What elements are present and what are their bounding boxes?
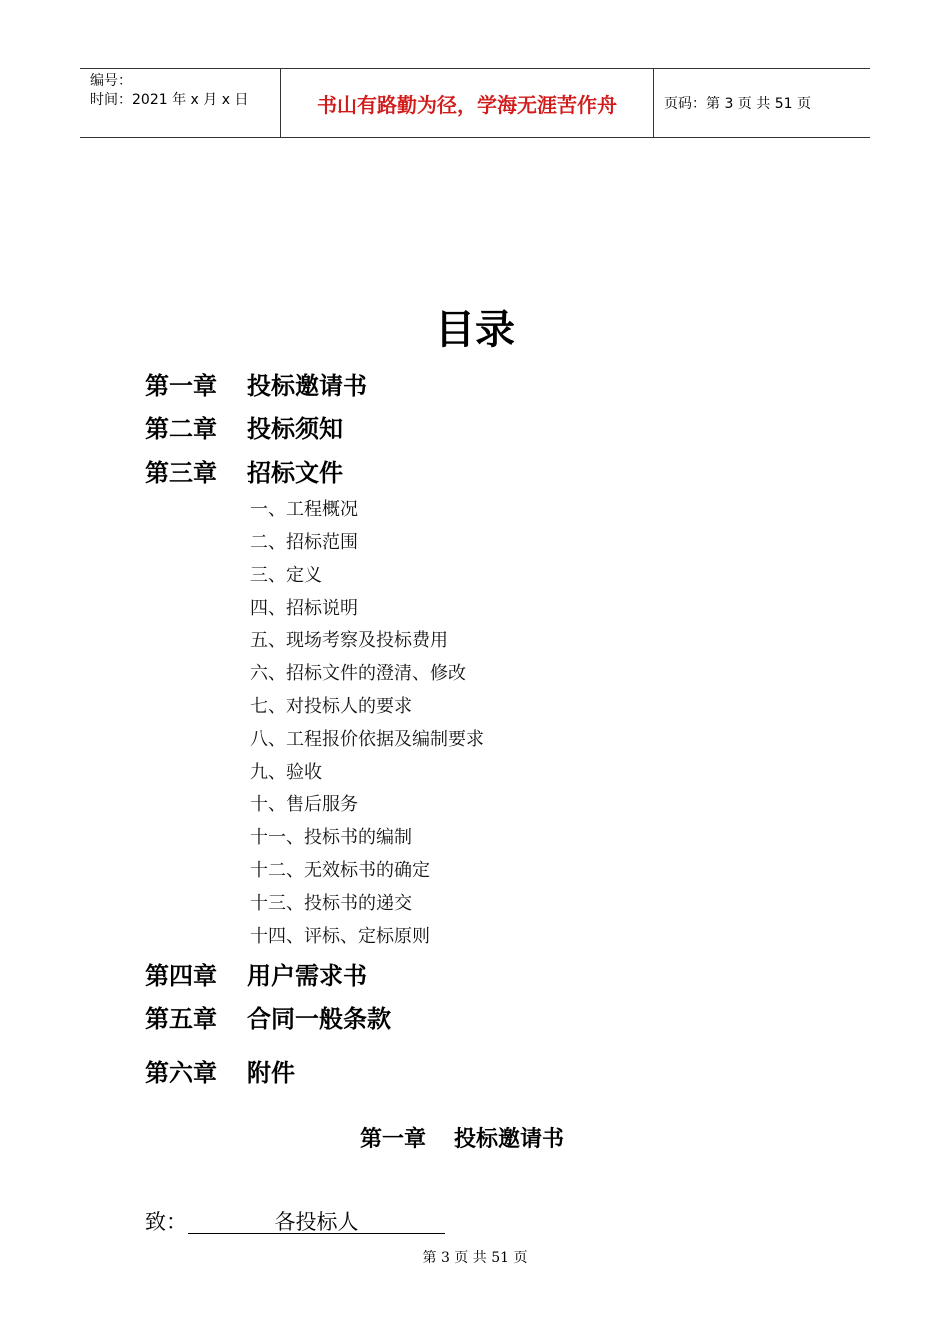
toc-chapter-3[interactable]: [145, 453, 343, 488]
addressee-line: [145, 1206, 359, 1236]
document-time-label: 时间：2021 年 x 月 x 日: [90, 92, 249, 108]
header-motto-cell: [281, 69, 654, 137]
toc-subitem[interactable]: 五、现场考察及投标费用: [250, 630, 448, 651]
chapter-name: 投标邀请书: [247, 372, 367, 400]
toc-subitem[interactable]: 十一、投标书的编制: [250, 827, 412, 848]
toc-chapter-2[interactable]: [145, 409, 343, 444]
section-title: [360, 1122, 564, 1153]
toc-subitem[interactable]: 十、售后服务: [250, 794, 358, 815]
header-motto: 书山有路勤为径，学海无涯苦作舟: [317, 92, 617, 117]
chapter-name: 投标须知: [247, 415, 343, 443]
header-meta: [80, 69, 281, 137]
toc-subitem[interactable]: 十三、投标书的递交: [250, 893, 412, 914]
section-number: 第一章: [360, 1127, 427, 1152]
toc-subitem[interactable]: 一、工程概况: [250, 499, 358, 520]
toc-chapter-6[interactable]: [145, 1053, 295, 1088]
chapter-number: 第五章: [145, 1005, 217, 1033]
addressee-value: 各投标人: [188, 1206, 445, 1234]
toc-chapter-4[interactable]: [145, 956, 367, 991]
chapter-number: 第二章: [145, 415, 217, 443]
toc-chapter-5[interactable]: [145, 999, 391, 1034]
toc-chapter-1[interactable]: [145, 366, 367, 401]
document-number-label: 编号：: [90, 73, 132, 89]
chapter-number: 第六章: [145, 1059, 217, 1087]
chapter-name: 合同一般条款: [247, 1005, 391, 1033]
toc-subitem[interactable]: 六、招标文件的澄清、修改: [250, 663, 466, 684]
toc-subitem[interactable]: 三、定义: [250, 565, 322, 586]
page-footer: 第 3 页 共 51 页: [422, 1250, 528, 1266]
section-name: 投标邀请书: [454, 1127, 565, 1152]
chapter-number: 第四章: [145, 962, 217, 990]
chapter-name: 招标文件: [247, 459, 343, 487]
toc-subitem[interactable]: 七、对投标人的要求: [250, 696, 412, 717]
chapter-name: 用户需求书: [247, 962, 367, 990]
addressee-label: 致：: [145, 1210, 187, 1234]
chapter-number: 第三章: [145, 459, 217, 487]
toc-title: 目录: [435, 307, 515, 353]
toc-subitem[interactable]: 二、招标范围: [250, 532, 358, 553]
page-header: [80, 68, 870, 138]
toc-subitem[interactable]: 八、工程报价依据及编制要求: [250, 729, 484, 750]
chapter-name: 附件: [247, 1059, 295, 1087]
header-page-info: 页码：第 3 页 共 51 页: [664, 96, 811, 112]
chapter-number: 第一章: [145, 372, 217, 400]
toc-subitem[interactable]: 十四、评标、定标原则: [250, 926, 430, 947]
toc-subitem[interactable]: 四、招标说明: [250, 598, 358, 619]
toc-subitem[interactable]: 十二、无效标书的确定: [250, 860, 430, 881]
toc-subitem[interactable]: 九、验收: [250, 762, 322, 783]
